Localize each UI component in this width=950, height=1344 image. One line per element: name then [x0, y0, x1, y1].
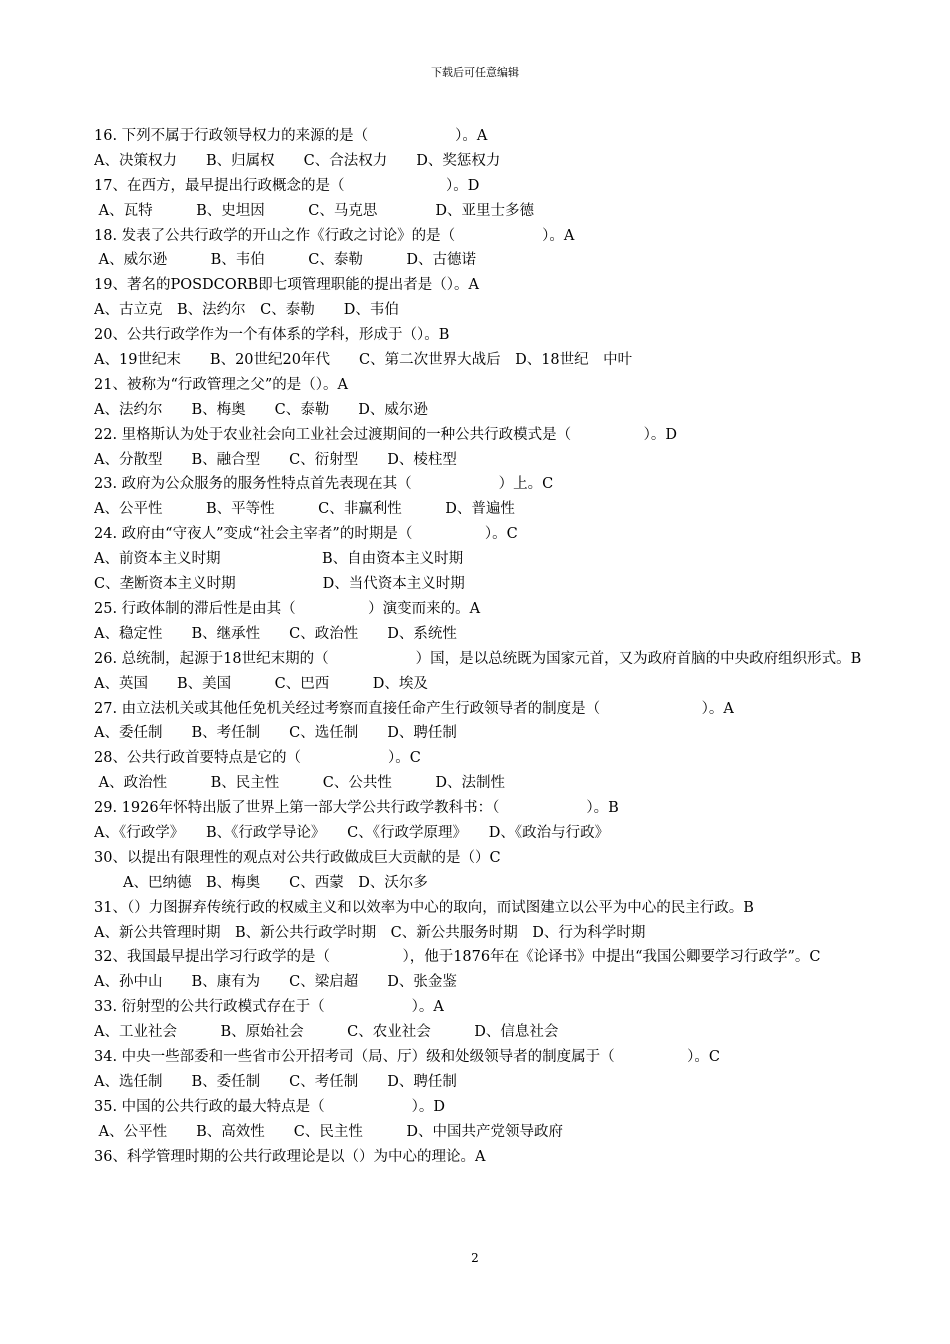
text-line: 23. 政府为公众服务的服务性特点首先表现在其（ ）上。C: [94, 476, 554, 493]
question-block-1: [94, 124, 900, 647]
page-header: 下载后可任意编辑: [431, 66, 519, 79]
text-line: A、法约尔 B、梅奥 C、泰勒 D、威尔逊: [94, 401, 428, 418]
text-line: 28、公共行政首要特点是它的（ ）。C: [94, 750, 421, 767]
text-line: 27. 由立法机关或其他任免机关经过考察而直接任命产生行政领导者的制度是（ ）。A: [94, 700, 734, 717]
text-line: A、古立克 B、法约尔 C、泰勒 D、韦伯: [94, 302, 399, 319]
text-line: 20、公共行政学作为一个有体系的学科，形成于（）。B: [94, 327, 450, 344]
text-line: 29. 1926年怀特出版了世界上第一部大学公共行政学教科书：（ ）。B: [94, 800, 619, 817]
text-line: 18. 发表了公共行政学的开山之作《行政之讨论》的是（ ）。A: [94, 227, 575, 244]
text-line: A、决策权力 B、归属权 C、合法权力 D、奖惩权力: [94, 152, 501, 169]
text-line: 25. 行政体制的滞后性是由其（ ）演变而来的。A: [94, 600, 481, 617]
text-line: 34. 中央一些部委和一些省市公开招考司（局、厅）级和处级领导者的制度属于（ ）。C: [94, 1048, 721, 1065]
text-line: 30、以提出有限理性的观点对公共行政做成巨大贡献的是（）C: [94, 849, 501, 866]
question-26-text: 26. 总统制，起源于18世纪末期的（ ）国，是以总统既为国家元首，又为政府首脑的中央政府组织形式。B: [94, 650, 862, 667]
text-line: A、英国 B、美国 C、巴西 D、埃及: [94, 675, 428, 692]
text-line: A、政治性 B、民主性 C、公共性 D、法制性: [94, 775, 505, 792]
text-line: A、19世纪末 B、20世纪20年代 C、第二次世界大战后 D、18世纪 中叶: [94, 352, 633, 369]
question-list: [94, 124, 900, 1169]
text-line: A、工业社会 B、原始社会 C、农业社会 D、信息社会: [94, 1024, 559, 1041]
text-line: A、选任制 B、委任制 C、考任制 D、聘任制: [94, 1073, 457, 1090]
text-line: A、巴纳德 B、梅奥 C、西蒙 D、沃尔多: [94, 874, 428, 891]
question-block-3: [94, 970, 900, 1169]
text-line: 22. 里格斯认为处于农业社会向工业社会过渡期间的一种公共行政模式是（ ）。D: [94, 426, 678, 443]
text-line: A、孙中山 B、康有为 C、梁启超 D、张金鉴: [94, 974, 457, 991]
question-block-2: [94, 672, 900, 946]
text-line: A、稳定性 B、继承性 C、政治性 D、系统性: [94, 625, 457, 642]
page-number: 2: [471, 1251, 479, 1265]
text-line: 16. 下列不属于行政领导权力的来源的是（ ）。A: [94, 128, 488, 144]
text-line: A、前资本主义时期 B、自由资本主义时期: [94, 551, 464, 568]
text-line: 19、著名的POSDCORB即七项管理职能的提出者是（）。A: [94, 277, 479, 294]
text-line: 31、（）力图摒弃传统行政的权威主义和以效率为中心的取向，而试图建立以公平为中心的民主行政。B: [94, 899, 754, 916]
text-line: A、《行政学》 B、《行政学导论》 C、《行政学原理》 D、《政治与行政》: [94, 824, 610, 841]
text-line: A、威尔逊 B、韦伯 C、泰勒 D、古德诺: [94, 252, 476, 269]
question-32-text: 32、我国最早提出学习行政学的是（ ），他于1876年在《论译书》中提出“我国公卿要学习行政学”。C: [94, 949, 821, 966]
text-line: 24. 政府由“守夜人”变成“社会主宰者”的时期是（ ）。C: [94, 526, 518, 543]
text-line: 35. 中国的公共行政的最大特点是（ ）。D: [94, 1098, 446, 1115]
text-line: A、公平性 B、高效性 C、民主性 D、中国共产党领导政府: [94, 1123, 563, 1140]
text-line: 21、被称为“行政管理之父”的是（）。A: [94, 376, 348, 393]
text-line: A、新公共管理时期 B、新公共行政学时期 C、新公共服务时期 D、行为科学时期: [94, 924, 646, 941]
text-line: C、垄断资本主义时期 D、当代资本主义时期: [94, 576, 465, 593]
text-line: A、委任制 B、考任制 C、选任制 D、聘任制: [94, 725, 457, 742]
text-line: 33. 衍射型的公共行政模式存在于（ ）。A: [94, 999, 444, 1016]
text-line: A、公平性 B、平等性 C、非赢利性 D、普遍性: [94, 501, 515, 518]
text-line: A、分散型 B、融合型 C、衍射型 D、棱柱型: [94, 451, 457, 468]
text-line: 36、科学管理时期的公共行政理论是以（）为中心的理论。A: [94, 1148, 486, 1165]
text-line: A、瓦特 B、史坦因 C、马克思 D、亚里士多德: [94, 202, 534, 219]
text-line: 17、在西方，最早提出行政概念的是（ ）。D: [94, 177, 480, 194]
